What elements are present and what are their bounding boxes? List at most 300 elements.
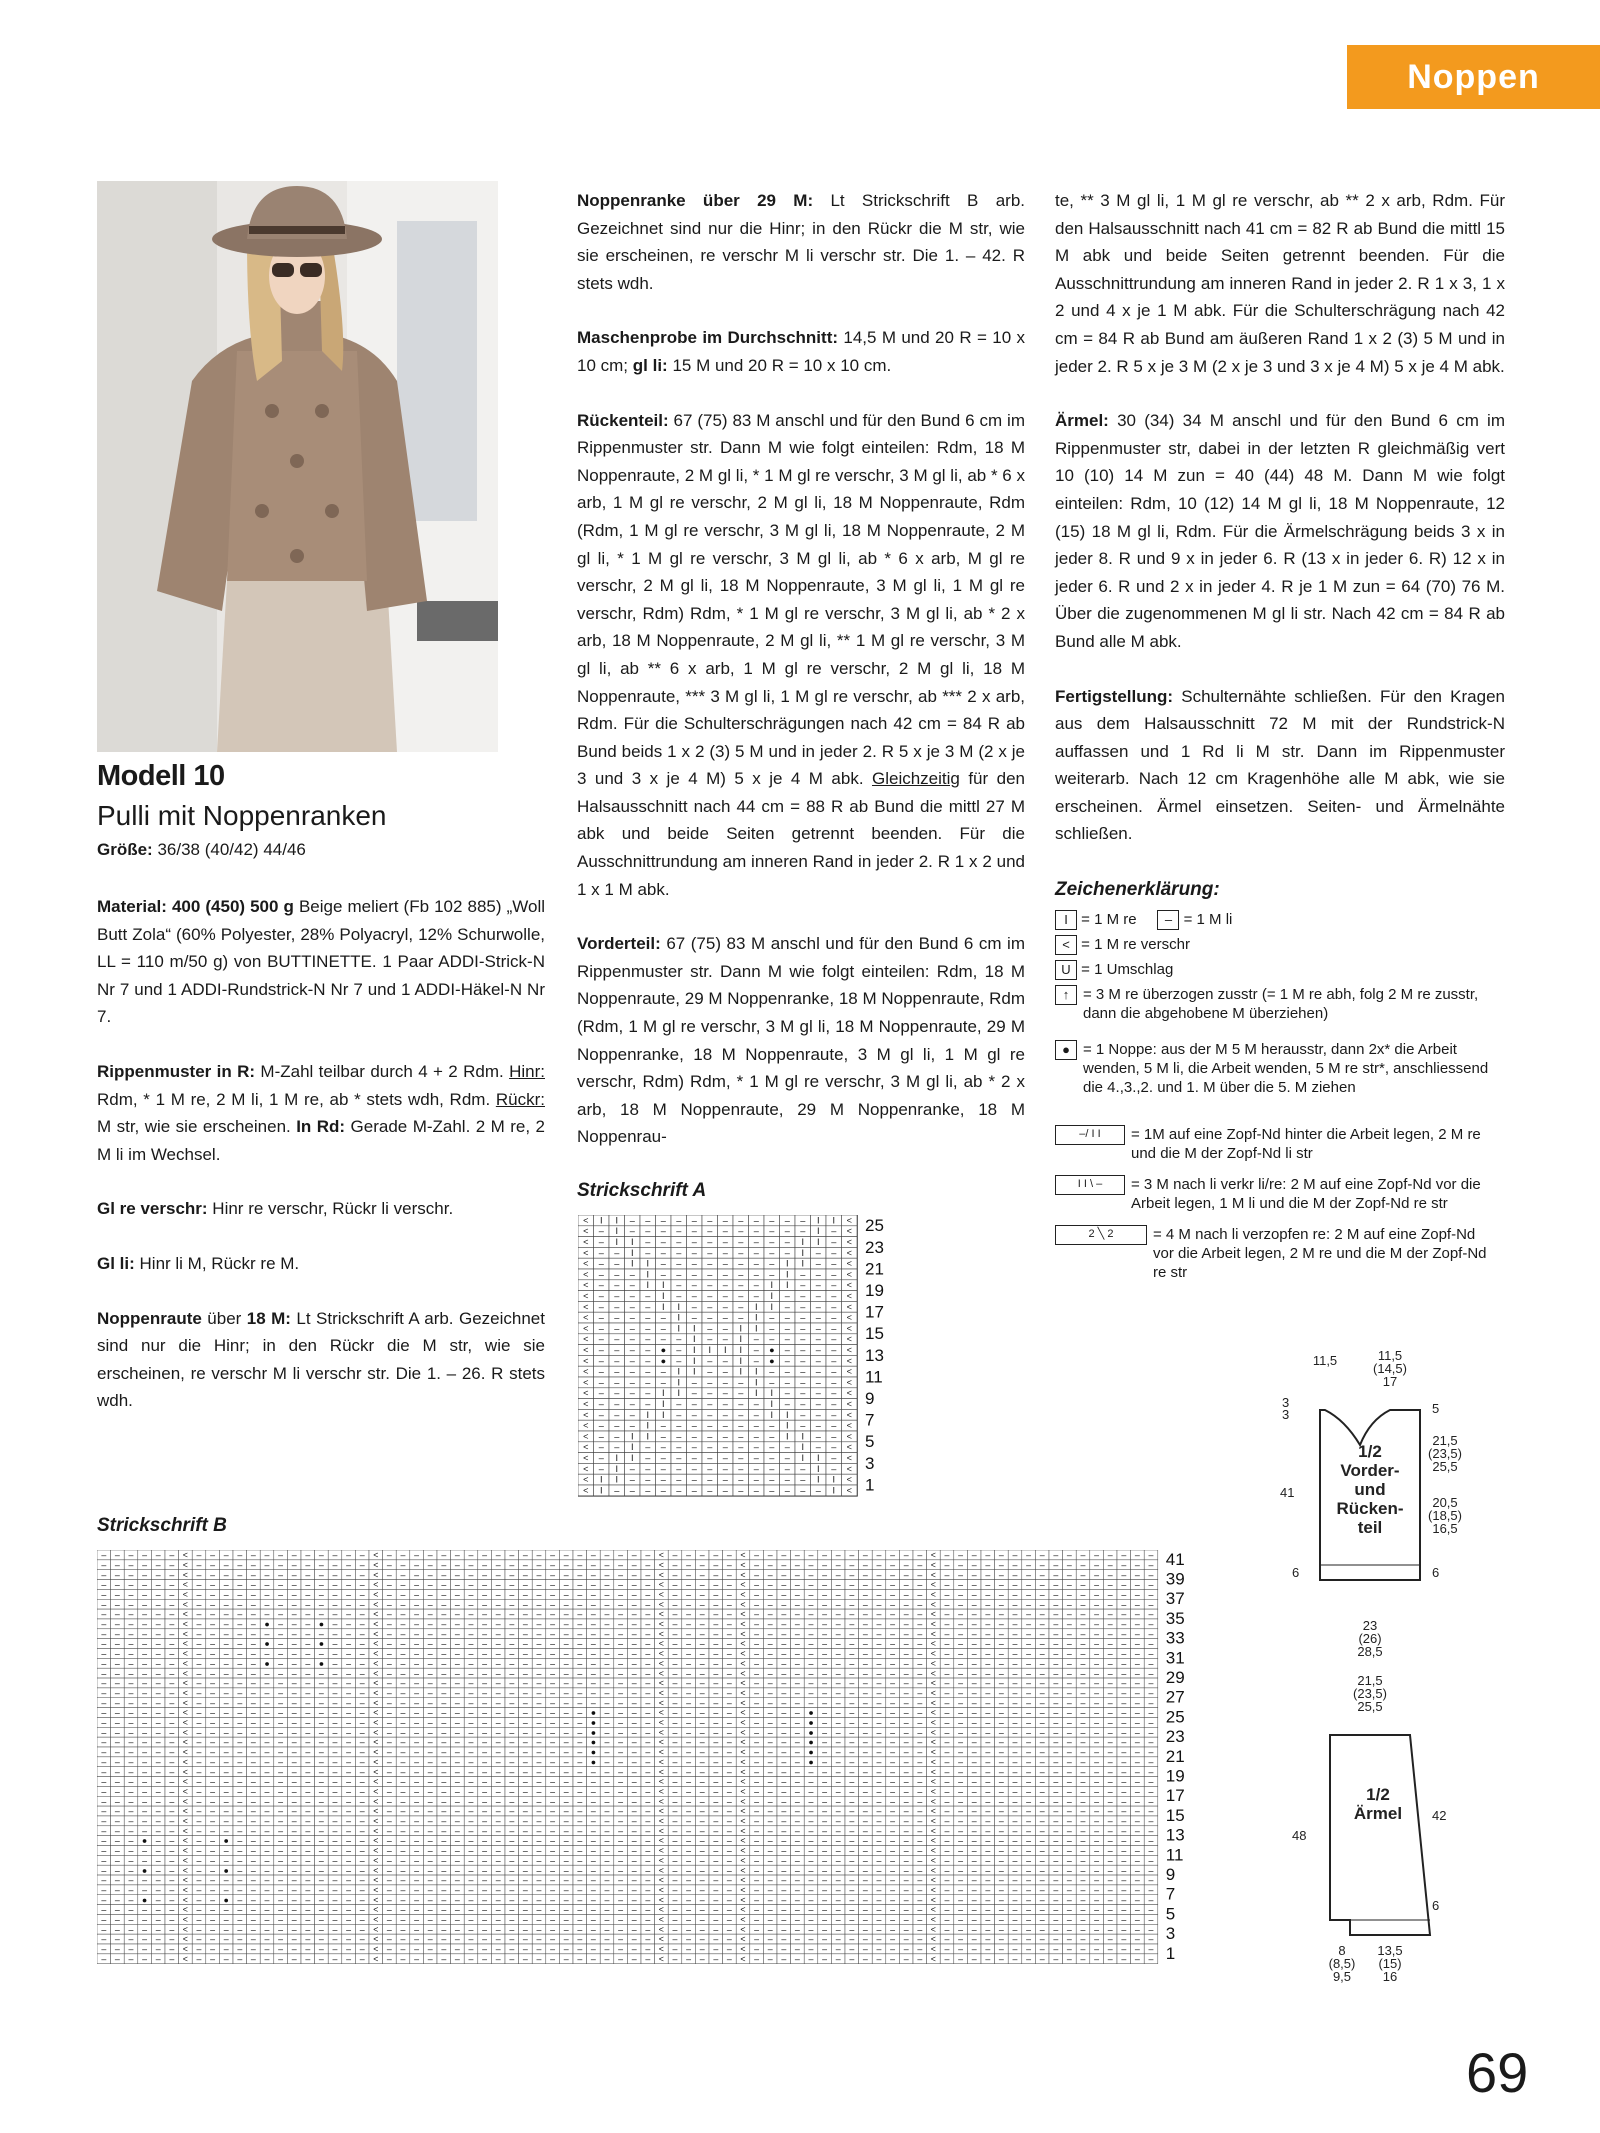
chart-cell	[954, 1619, 968, 1629]
chart-cell	[981, 1658, 995, 1668]
chart-cell	[967, 1826, 981, 1836]
svg-text:–: –	[723, 1291, 729, 1301]
chart-cell	[1022, 1914, 1036, 1924]
chart-cell	[804, 1855, 818, 1865]
chart-cell	[733, 1431, 749, 1442]
chart-cell	[811, 1215, 827, 1226]
chart-cell	[491, 1619, 505, 1629]
chart-cell	[478, 1836, 492, 1846]
chart-cell	[315, 1589, 329, 1599]
chart-cell	[369, 1777, 383, 1787]
chart-cell	[1090, 1708, 1104, 1718]
chart-cell	[342, 1865, 356, 1875]
chart-cell	[791, 1865, 805, 1875]
chart-cell	[315, 1855, 329, 1865]
chart-cell	[826, 1226, 842, 1237]
chart-cell	[369, 1560, 383, 1570]
chart-cell	[981, 1767, 995, 1777]
svg-text:–: –	[785, 1475, 791, 1485]
svg-text:–: –	[785, 1399, 791, 1409]
chart-cell	[1117, 1786, 1131, 1796]
chart-cell	[219, 1885, 233, 1895]
chart-cell	[165, 1944, 179, 1954]
chart-cell	[818, 1619, 832, 1629]
chart-cell	[954, 1639, 968, 1649]
chart-cell	[695, 1658, 709, 1668]
chart-cell	[733, 1485, 749, 1496]
chart-cell	[641, 1836, 655, 1846]
chart-cell	[682, 1855, 696, 1865]
chart-cell	[600, 1855, 614, 1865]
chart-cell	[491, 1688, 505, 1698]
chart-cell	[124, 1796, 138, 1806]
chart-cell	[301, 1895, 315, 1905]
chart-cell	[967, 1678, 981, 1688]
chart-cell	[594, 1463, 610, 1474]
svg-text:I: I	[739, 1334, 742, 1344]
chart-cell	[804, 1727, 818, 1737]
chart-cell	[804, 1570, 818, 1580]
svg-text:I: I	[600, 1485, 603, 1495]
chart-cell	[410, 1767, 424, 1777]
chart-cell	[1117, 1836, 1131, 1846]
chart-cell	[165, 1580, 179, 1590]
chart-cell	[795, 1474, 811, 1485]
chart-cell	[967, 1895, 981, 1905]
chart-cell	[826, 1366, 842, 1377]
chart-cell	[940, 1875, 954, 1885]
chart-cell	[709, 1905, 723, 1915]
chart-cell	[954, 1649, 968, 1659]
chart-cell	[578, 1280, 594, 1291]
chart-cell	[913, 1806, 927, 1816]
chart-cell	[1035, 1717, 1049, 1727]
chart-cell	[940, 1609, 954, 1619]
chart-cell	[519, 1865, 533, 1875]
svg-text:–: –	[614, 1334, 620, 1344]
chart-cell	[723, 1639, 737, 1649]
chart-cell	[519, 1914, 533, 1924]
chart-cell	[940, 1639, 954, 1649]
chart-cell	[165, 1658, 179, 1668]
chart-cell	[478, 1816, 492, 1826]
svg-text:–: –	[591, 1550, 596, 1560]
chart-cell	[954, 1826, 968, 1836]
chart-cell	[124, 1599, 138, 1609]
svg-text:–: –	[831, 1269, 837, 1279]
chart-cell	[423, 1816, 437, 1826]
chart-cell	[423, 1727, 437, 1737]
chart-cell	[641, 1717, 655, 1727]
chart-cell	[165, 1619, 179, 1629]
chart-cell	[532, 1865, 546, 1875]
chart-cell	[578, 1366, 594, 1377]
svg-text:I: I	[739, 1367, 742, 1377]
chart-cell	[818, 1914, 832, 1924]
chart-cell	[491, 1836, 505, 1846]
chart-cell	[315, 1777, 329, 1787]
chart-cell	[695, 1826, 709, 1836]
chart-cell	[940, 1717, 954, 1727]
chart-cell	[138, 1668, 152, 1678]
svg-text:I: I	[755, 1388, 758, 1398]
chart-cell	[671, 1463, 687, 1474]
chart-cell	[179, 1708, 193, 1718]
chart-cell	[826, 1258, 842, 1269]
chart-cell	[587, 1580, 601, 1590]
chart-cell	[886, 1905, 900, 1915]
svg-text:–: –	[292, 1550, 297, 1560]
chart-cell	[687, 1334, 703, 1345]
chart-cell	[342, 1698, 356, 1708]
chart-cell	[627, 1639, 641, 1649]
svg-text:–: –	[723, 1377, 729, 1387]
chart-cell	[695, 1816, 709, 1826]
chart-cell	[532, 1796, 546, 1806]
decrease-icon: ↑	[1055, 985, 1077, 1005]
chart-cell	[600, 1905, 614, 1915]
chart-cell	[1049, 1875, 1063, 1885]
svg-text:–: –	[785, 1464, 791, 1474]
chart-cell	[981, 1619, 995, 1629]
chart-cell	[410, 1855, 424, 1865]
chart-cell	[1063, 1599, 1077, 1609]
chart-cell	[260, 1698, 274, 1708]
chart-cell	[301, 1865, 315, 1875]
chart-cell	[981, 1885, 995, 1895]
chart-cell	[886, 1934, 900, 1944]
svg-text:–: –	[614, 1291, 620, 1301]
chart-cell	[1090, 1717, 1104, 1727]
chart-cell	[578, 1388, 594, 1399]
chart-cell	[179, 1954, 193, 1964]
chart-cell	[899, 1885, 913, 1895]
chart-cell	[1144, 1589, 1158, 1599]
chart-cell	[247, 1895, 261, 1905]
chart-b	[97, 1550, 1227, 1970]
svg-text:–: –	[785, 1377, 791, 1387]
chart-cell	[342, 1934, 356, 1944]
chart-cell	[342, 1708, 356, 1718]
svg-text:–: –	[676, 1248, 682, 1258]
chart-cell	[594, 1442, 610, 1453]
chart-cell	[519, 1668, 533, 1678]
chart-cell	[594, 1226, 610, 1237]
chart-cell	[396, 1924, 410, 1934]
chart-cell	[1076, 1796, 1090, 1806]
chart-cell	[967, 1609, 981, 1619]
chart-cell	[927, 1589, 941, 1599]
chart-cell	[192, 1708, 206, 1718]
chart-cell	[578, 1237, 594, 1248]
chart-cell	[1035, 1570, 1049, 1580]
chart-cell	[1131, 1658, 1145, 1668]
chart-cell	[981, 1550, 995, 1560]
chart-cell	[328, 1550, 342, 1560]
chart-cell	[192, 1934, 206, 1944]
chart-cell	[192, 1629, 206, 1639]
chart-cell	[410, 1658, 424, 1668]
chart-cell	[1103, 1914, 1117, 1924]
body-label-5: teil	[1358, 1518, 1383, 1537]
chart-cell	[546, 1649, 560, 1659]
chart-cell	[656, 1247, 672, 1258]
chart-cell	[138, 1688, 152, 1698]
chart-cell	[954, 1560, 968, 1570]
svg-text:–: –	[707, 1259, 713, 1269]
chart-cell	[1117, 1806, 1131, 1816]
chart-cell	[519, 1777, 533, 1787]
chart-cell	[451, 1885, 465, 1895]
chart-cell	[981, 1708, 995, 1718]
chart-cell	[1131, 1570, 1145, 1580]
chart-cell	[886, 1570, 900, 1580]
chart-cell	[723, 1570, 737, 1580]
chart-cell	[151, 1629, 165, 1639]
chart-cell	[927, 1944, 941, 1954]
chart-cell	[614, 1796, 628, 1806]
chart-cell	[1117, 1865, 1131, 1875]
chart-cell	[600, 1678, 614, 1688]
chart-cell	[668, 1865, 682, 1875]
chart-cell	[1063, 1895, 1077, 1905]
chart-cell	[641, 1757, 655, 1767]
chart-cell	[995, 1737, 1009, 1747]
chart-cell	[260, 1836, 274, 1846]
chart-cell	[831, 1708, 845, 1718]
chart-cell	[437, 1796, 451, 1806]
svg-text:I: I	[786, 1421, 789, 1431]
chart-cell	[1063, 1816, 1077, 1826]
chart-cell	[578, 1334, 594, 1345]
chart-cell	[505, 1688, 519, 1698]
chart-cell	[219, 1708, 233, 1718]
chart-cell	[491, 1737, 505, 1747]
chart-cell	[594, 1301, 610, 1312]
chart-cell	[111, 1688, 125, 1698]
chart-cell	[383, 1688, 397, 1698]
chart-cell	[687, 1463, 703, 1474]
chart-cell	[842, 1312, 858, 1323]
svg-text:–: –	[785, 1334, 791, 1344]
chart-cell	[913, 1885, 927, 1895]
chart-cell	[315, 1767, 329, 1777]
chart-cell	[687, 1269, 703, 1280]
chart-cell	[872, 1806, 886, 1816]
chart-cell	[780, 1399, 796, 1410]
chart-cell	[491, 1875, 505, 1885]
chart-cell	[111, 1737, 125, 1747]
svg-text:–: –	[769, 1453, 775, 1463]
chart-cell	[505, 1619, 519, 1629]
chart-cell	[274, 1796, 288, 1806]
svg-text:–: –	[723, 1237, 729, 1247]
svg-text:–: –	[985, 1550, 990, 1560]
svg-text:–: –	[676, 1399, 682, 1409]
chart-cell	[804, 1796, 818, 1806]
chart-cell	[1049, 1816, 1063, 1826]
chart-cell	[206, 1688, 220, 1698]
chart-cell	[97, 1658, 111, 1668]
chart-cell	[995, 1550, 1009, 1560]
chart-cell	[733, 1345, 749, 1356]
m-c2: (8,5)	[1329, 1956, 1356, 1971]
chart-cell	[811, 1312, 827, 1323]
chart-cell	[709, 1747, 723, 1757]
chart-cell	[804, 1905, 818, 1915]
chart-cell	[1090, 1944, 1104, 1954]
chart-cell	[478, 1629, 492, 1639]
chart-cell	[695, 1688, 709, 1698]
chart-cell	[328, 1836, 342, 1846]
chart-cell	[287, 1806, 301, 1816]
svg-text:–: –	[197, 1560, 202, 1570]
chart-cell	[954, 1678, 968, 1688]
chart-cell	[1144, 1954, 1158, 1964]
svg-text:<: <	[847, 1226, 852, 1236]
chart-cell	[179, 1589, 193, 1599]
chart-cell	[423, 1599, 437, 1609]
chart-cell	[491, 1698, 505, 1708]
chart-cell	[260, 1580, 274, 1590]
chart-cell	[1076, 1639, 1090, 1649]
chart-cell	[640, 1409, 656, 1420]
chart-cell	[383, 1570, 397, 1580]
chart-cell	[981, 1806, 995, 1816]
chart-cell	[913, 1698, 927, 1708]
chart-cell	[1035, 1846, 1049, 1856]
chart-cell	[1008, 1954, 1022, 1964]
chart-cell	[505, 1934, 519, 1944]
chart-cell	[587, 1737, 601, 1747]
svg-text:<: <	[847, 1442, 852, 1452]
chart-cell	[451, 1609, 465, 1619]
svg-text:–: –	[630, 1291, 636, 1301]
chart-cell	[750, 1560, 764, 1570]
chart-cell	[927, 1816, 941, 1826]
chart-cell	[423, 1747, 437, 1757]
chart-cell	[594, 1215, 610, 1226]
chart-cell	[179, 1855, 193, 1865]
chart-cell	[505, 1875, 519, 1885]
chart-cell	[464, 1855, 478, 1865]
chart-cell	[995, 1905, 1009, 1915]
chart-cell	[750, 1816, 764, 1826]
svg-text:–: –	[890, 1550, 895, 1560]
chart-cell	[1103, 1905, 1117, 1915]
chart-cell	[682, 1649, 696, 1659]
chart-cell	[842, 1431, 858, 1442]
chart-cell	[764, 1463, 780, 1474]
chart-cell	[124, 1589, 138, 1599]
chart-cell	[233, 1708, 247, 1718]
chart-cell	[899, 1786, 913, 1796]
chart-cell	[594, 1345, 610, 1356]
svg-text:–: –	[831, 1464, 837, 1474]
chart-cell	[383, 1944, 397, 1954]
chart-cell	[927, 1934, 941, 1944]
chart-cell	[804, 1934, 818, 1944]
chart-cell	[872, 1826, 886, 1836]
chart-cell	[491, 1609, 505, 1619]
chart-cell	[355, 1727, 369, 1737]
svg-text:–: –	[723, 1475, 729, 1485]
svg-text:–: –	[1013, 1550, 1018, 1560]
chart-cell	[578, 1247, 594, 1258]
svg-text:–: –	[785, 1237, 791, 1247]
chart-cell	[287, 1954, 301, 1964]
chart-cell	[165, 1786, 179, 1796]
svg-text:–: –	[800, 1215, 806, 1225]
svg-text:–: –	[713, 1550, 718, 1560]
chart-cell	[355, 1698, 369, 1708]
chart-cell	[423, 1580, 437, 1590]
svg-text:–: –	[769, 1323, 775, 1333]
chart-cell	[410, 1796, 424, 1806]
chart-cell	[301, 1786, 315, 1796]
chart-cell	[723, 1609, 737, 1619]
svg-text:–: –	[692, 1464, 698, 1474]
chart-cell	[656, 1226, 672, 1237]
chart-cell	[750, 1786, 764, 1796]
chart-cell	[1035, 1668, 1049, 1678]
chart-cell	[733, 1409, 749, 1420]
chart-cell	[519, 1570, 533, 1580]
chart-cell	[546, 1816, 560, 1826]
chart-cell	[609, 1269, 625, 1280]
chart-cell	[687, 1474, 703, 1485]
svg-text:–: –	[661, 1334, 667, 1344]
chart-cell	[655, 1816, 669, 1826]
chart-cell	[1063, 1609, 1077, 1619]
svg-text:–: –	[785, 1345, 791, 1355]
chart-cell	[641, 1560, 655, 1570]
chart-cell	[600, 1777, 614, 1787]
svg-text:–: –	[346, 1550, 351, 1560]
chart-cell	[355, 1589, 369, 1599]
chart-cell	[614, 1599, 628, 1609]
chart-cell	[578, 1409, 594, 1420]
chart-cell	[260, 1717, 274, 1727]
chart-cell	[777, 1865, 791, 1875]
chart-cell	[287, 1589, 301, 1599]
chart-cell	[478, 1786, 492, 1796]
chart-cell	[655, 1865, 669, 1875]
legend-item: ↑ = 3 M re überzogen zusstr (= 1 M re abh, folg 2 M re zusstr, dann die abgehobene M überziehen)	[1055, 985, 1500, 1023]
chart-cell	[124, 1678, 138, 1688]
chart-cell	[954, 1708, 968, 1718]
chart-cell	[559, 1895, 573, 1905]
chart-cell	[763, 1708, 777, 1718]
chart-cell	[505, 1914, 519, 1924]
chart-cell	[764, 1345, 780, 1356]
svg-text:I: I	[770, 1280, 773, 1290]
chart-cell	[505, 1855, 519, 1865]
svg-text:–: –	[707, 1302, 713, 1312]
chart-cell	[709, 1560, 723, 1570]
chart-cell	[97, 1688, 111, 1698]
chart-cell	[1131, 1767, 1145, 1777]
chart-cell	[383, 1649, 397, 1659]
svg-text:–: –	[614, 1367, 620, 1377]
chart-cell	[206, 1550, 220, 1560]
chart-cell	[763, 1747, 777, 1757]
chart-cell	[872, 1580, 886, 1590]
chart-cell	[780, 1388, 796, 1399]
chart-cell	[1022, 1717, 1036, 1727]
chart-cell	[859, 1678, 873, 1688]
chart-cell	[1022, 1619, 1036, 1629]
